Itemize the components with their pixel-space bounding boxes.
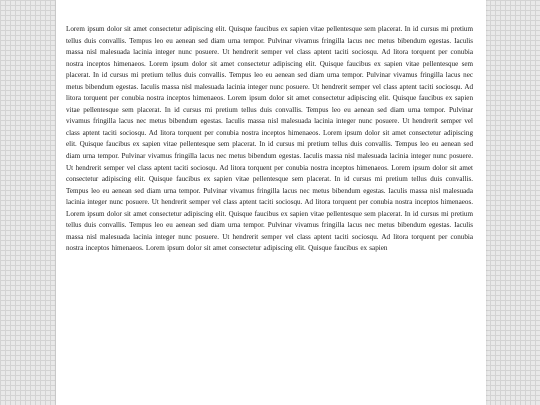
body-paragraph: Lorem ipsum dolor sit amet consectetur adipiscing elit. Quisque faucibus ex sapien vitae pellentesque sem placerat. In id cursus mi pretium tellus duis convallis. Tempus leo eu aenean sed diam urna tempor. Pulvinar vivamus fringilla lacus nec metus bibendum egestas. Iaculis massa nisl malesuada lacinia integer nunc posuere. Ut hendrerit semper vel class aptent taciti sociosqu. Ad litora torquent per conubia nostra inceptos himenaeos. Lorem ipsum dolor sit amet consectetur adipiscing elit. Quisque faucibus ex sapien vitae pellentesque sem placerat. In id cursus mi pretium tellus duis convallis. Tempus leo eu aenean sed diam urna tempor. Pulvinar vivamus fringilla lacus nec metus bibendum egestas. Iaculis massa nisl malesuada lacinia integer nunc posuere. Ut hendrerit semper vel class aptent taciti sociosqu. Ad litora torquent per conubia nostra inceptos himenaeos. Lorem ipsum dolor sit amet consectetur adipiscing elit. Quisque faucibus ex sapien vitae pellentesque sem placerat. In id cursus mi pretium tellus duis convallis. Tempus leo eu aenean sed diam urna tempor. Pulvinar vivamus fringilla lacus nec metus bibendum egestas. Iaculis massa nisl malesuada lacinia integer nunc posuere. Ut hendrerit semper vel class aptent taciti sociosqu. Ad litora torquent per conubia nostra inceptos himenaeos. Lorem ipsum dolor sit amet consectetur adipiscing elit. Quisque faucibus ex sapien vitae pellentesque sem placerat. In id cursus mi pretium tellus duis convallis. Tempus leo eu aenean sed diam urna tempor. Pulvinar vivamus fringilla lacus nec metus bibendum egestas. Iaculis massa nisl malesuada lacinia integer nunc posuere. Ut hendrerit semper vel class aptent taciti sociosqu. Ad litora torquent per conubia nostra inceptos himenaeos. Lorem ipsum dolor sit amet consectetur adipiscing elit. Quisque faucibus ex sapien vitae pellentesque sem placerat. In id cursus mi pretium tellus duis convallis. Tempus leo eu aenean sed diam urna tempor. Pulvinar vivamus fringilla lacus nec metus bibendum egestas. Iaculis massa nisl malesuada lacinia integer nunc posuere. Ut hendrerit semper vel class aptent taciti sociosqu. Ad litora torquent per conubia nostra inceptos himenaeos. Lorem ipsum dolor sit amet consectetur adipiscing elit. Quisque faucibus ex sapien vitae pellentesque sem placerat. In id cursus mi pretium tellus duis convallis. Tempus leo eu aenean sed diam urna tempor. Pulvinar vivamus fringilla lacus nec metus bibendum egestas. Iaculis massa nisl malesuada lacinia integer nunc posuere. Ut hendrerit semper vel class aptent taciti sociosqu. Ad litora torquent per conubia nostra inceptos himenaeos. Lorem ipsum dolor sit amet consectetur adipiscing elit. Quisque faucibus ex sapien [66,25,473,253]
